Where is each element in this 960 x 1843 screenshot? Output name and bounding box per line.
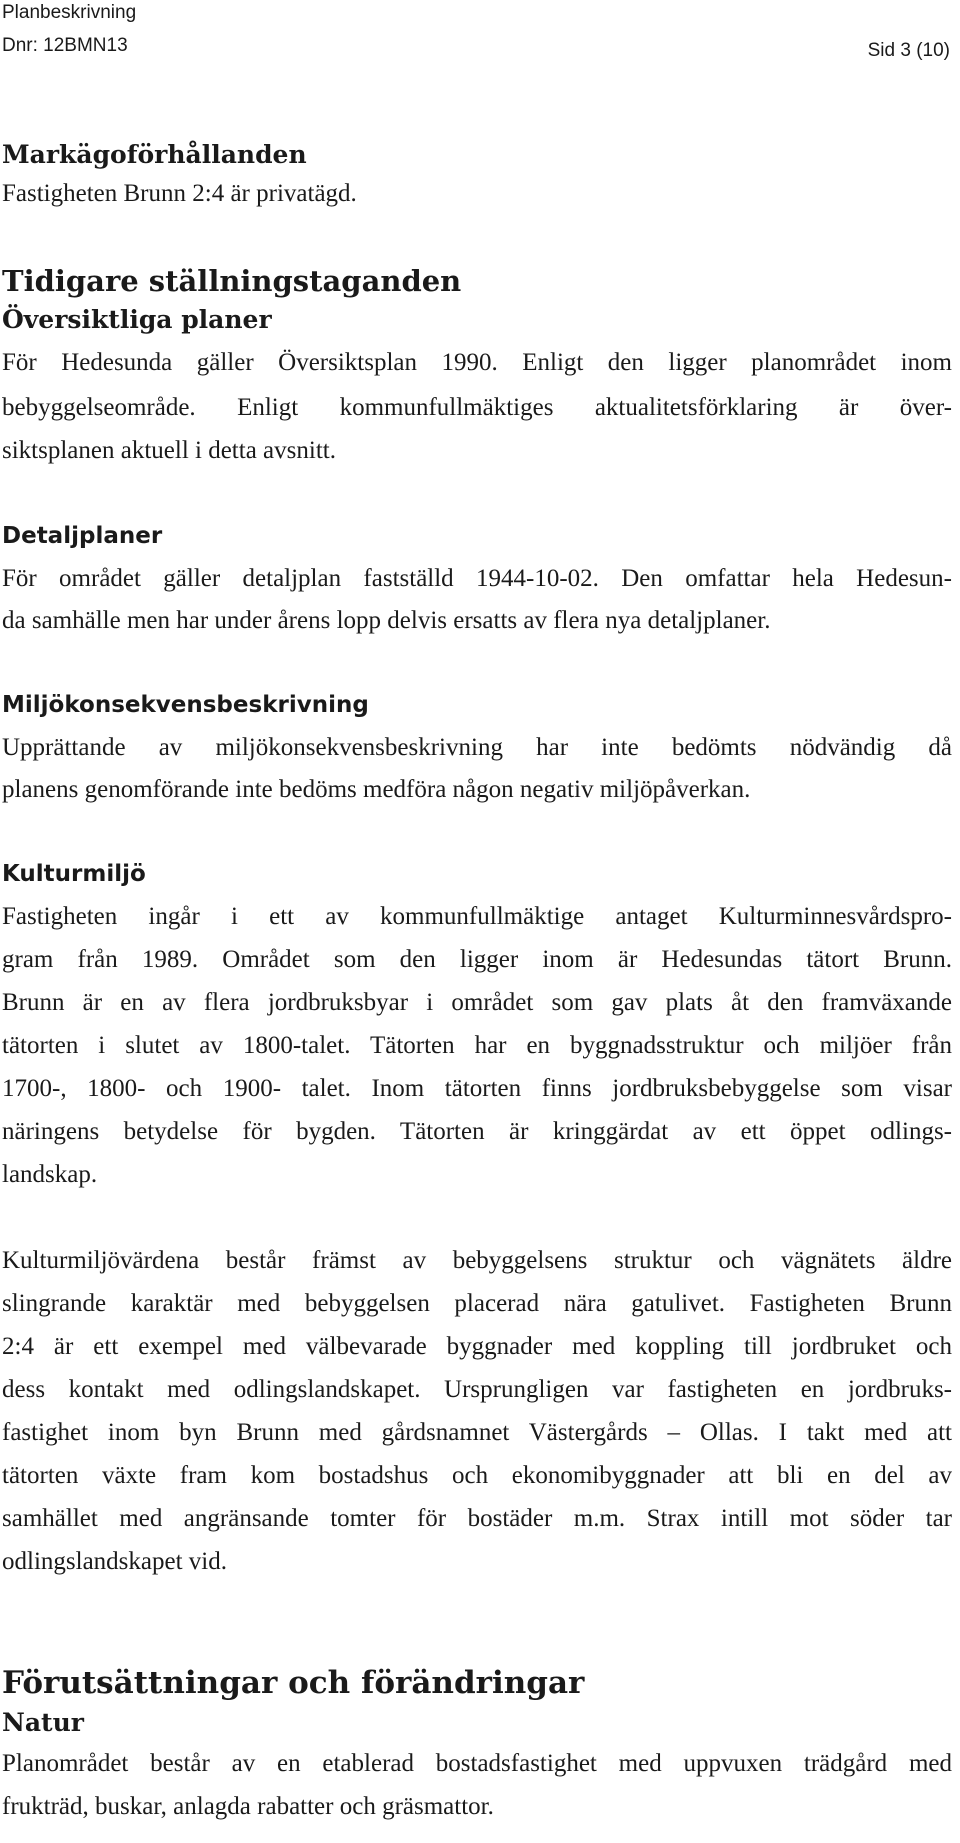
- subheading-miljokonsekvens: Miljökonsekvensbeskrivning: [2, 692, 369, 718]
- paragraph-line: 1700-, 1800- och 1900- talet. Inom tätorten finns jordbruksbebyggelse som visar: [2, 1075, 952, 1102]
- paragraph-line: Kulturmiljövärdena består främst av bebyggelsens struktur och vägnätets äldre: [2, 1247, 952, 1274]
- paragraph-line: bebyggelseområde. Enligt kommunfullmäktiges aktualitetsförklaring är över-: [2, 394, 952, 421]
- paragraph-line: Upprättande av miljökonsekvensbeskrivning har inte bedömts nödvändig då: [2, 734, 952, 761]
- paragraph-line: fastighet inom byn Brunn med gårdsnamnet Västergårds – Ollas. I takt med att: [2, 1419, 952, 1446]
- paragraph-line: da samhälle men har under årens lopp delvis ersatts av flera nya detaljplaner.: [2, 607, 771, 634]
- paragraph-line: gram från 1989. Området som den ligger inom är Hedesundas tätort Brunn.: [2, 946, 952, 973]
- paragraph-line: samhället med angränsande tomter för bostäder m.m. Strax intill mot söder tar: [2, 1505, 952, 1532]
- dnr-label: Dnr: 12BMN13: [2, 35, 128, 56]
- paragraph-line: Fastigheten Brunn 2:4 är privatägd.: [2, 180, 357, 207]
- subheading-natur: Natur: [2, 1708, 84, 1737]
- section-heading-tidigare: Tidigare ställningstaganden: [2, 264, 462, 298]
- paragraph-line: Planområdet består av en etablerad bostadsfastighet med uppvuxen trädgård med: [2, 1750, 952, 1777]
- page-number: Sid 3 (10): [867, 40, 950, 61]
- paragraph-line: tätorten i slutet av 1800-talet. Tätorten har en byggnadsstruktur och miljöer från: [2, 1032, 952, 1059]
- paragraph-line: landskap.: [2, 1161, 98, 1188]
- paragraph-line: Brunn är en av flera jordbruksbyar i området som gav plats åt den framväxande: [2, 989, 952, 1016]
- paragraph-line: näringens betydelse för bygden. Tätorten är kringgärdat av ett öppet odlings-: [2, 1118, 952, 1145]
- subheading-oversiktliga-planer: Översiktliga planer: [2, 305, 272, 334]
- paragraph-line: siktsplanen aktuell i detta avsnitt.: [2, 437, 336, 464]
- doc-type-label: Planbeskrivning: [2, 2, 137, 23]
- paragraph-line: odlingslandskapet vid.: [2, 1548, 227, 1575]
- paragraph-line: frukträd, buskar, anlagda rabatter och gräsmattor.: [2, 1793, 494, 1820]
- section-heading-markagoforhallanden: Markägoförhållanden: [2, 140, 307, 169]
- paragraph-line: För Hedesunda gäller Översiktsplan 1990. Enligt den ligger planområdet inom: [2, 349, 952, 376]
- paragraph-line: planens genomförande inte bedöms medföra någon negativ miljöpåverkan.: [2, 776, 751, 803]
- subheading-kulturmiljo: Kulturmiljö: [2, 861, 146, 887]
- subheading-detaljplaner: Detaljplaner: [2, 523, 163, 549]
- paragraph-line: För området gäller detaljplan fastställd 1944-10-02. Den omfattar hela Hedesun-: [2, 565, 952, 592]
- paragraph-line: 2:4 är ett exempel med välbevarade byggnader med koppling till jordbruket och: [2, 1333, 952, 1360]
- paragraph-line: slingrande karaktär med bebyggelsen placerad nära gatulivet. Fastigheten Brunn: [2, 1290, 952, 1317]
- paragraph-line: Fastigheten ingår i ett av kommunfullmäktige antaget Kulturminnesvårdspro-: [2, 903, 952, 930]
- paragraph-line: dess kontakt med odlingslandskapet. Ursprungligen var fastigheten en jordbruks-: [2, 1376, 952, 1403]
- paragraph-line: tätorten växte fram kom bostadshus och ekonomibyggnader att bli en del av: [2, 1462, 952, 1489]
- section-heading-forutsattningar: Förutsättningar och förändringar: [2, 1665, 585, 1701]
